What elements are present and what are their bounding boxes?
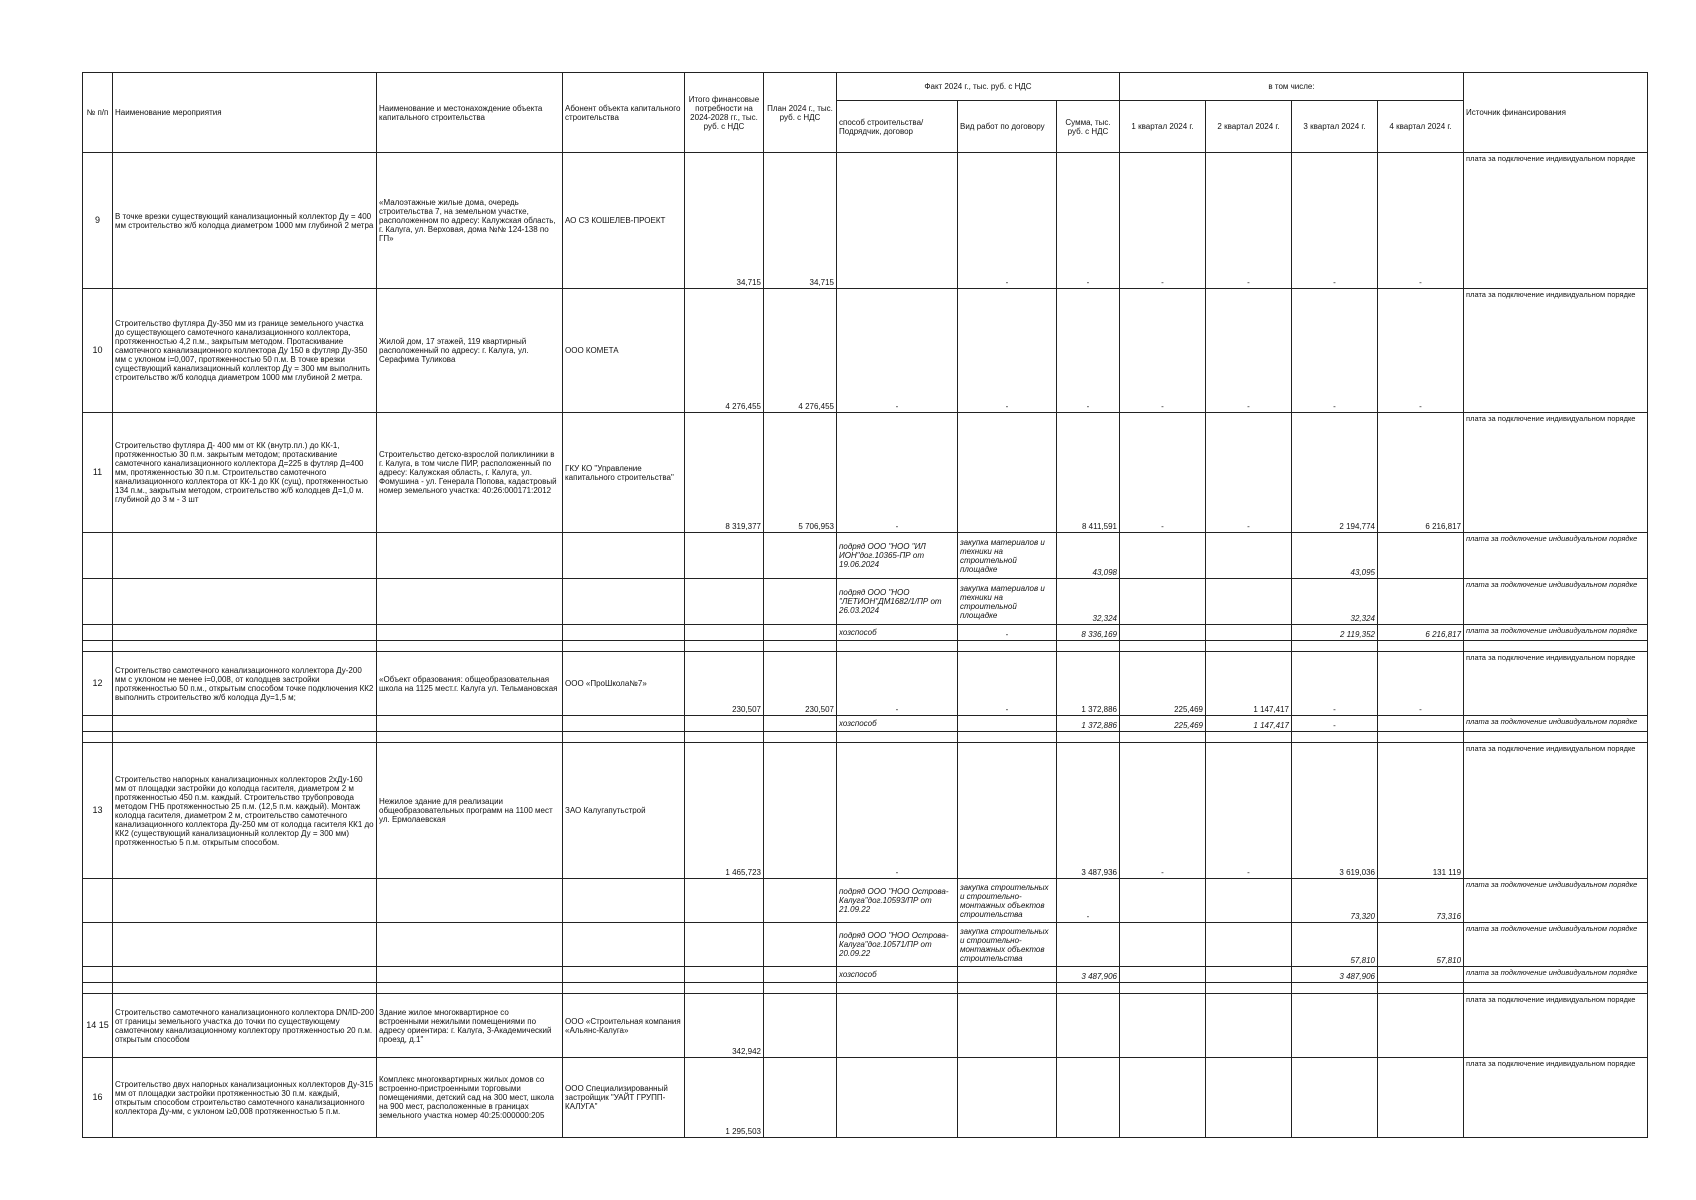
- subrow-source: плата за подключение индивидуальном порядке: [1464, 879, 1648, 923]
- row-sum: 1 372,886: [1057, 652, 1120, 716]
- row-work-type: [958, 413, 1057, 533]
- subrow-work-type: [958, 716, 1057, 732]
- table-row: [83, 652, 1648, 716]
- row-work-type: -: [958, 153, 1057, 289]
- table-spacer: [83, 983, 1648, 994]
- row-sum: [1057, 994, 1120, 1058]
- table-row: [83, 1058, 1648, 1138]
- row-plan: 4 276,455: [764, 289, 837, 413]
- row-source: плата за подключение индивидуальном порядке: [1464, 289, 1648, 413]
- subrow-method: хозспособ: [837, 625, 958, 641]
- row-plan: [764, 743, 837, 879]
- row-work-type: [958, 994, 1057, 1058]
- subrow-q2: [1206, 967, 1292, 983]
- row-q4: -: [1378, 652, 1464, 716]
- row-q4: [1378, 1058, 1464, 1138]
- row-work-type: [958, 1058, 1057, 1138]
- row-plan: [764, 1058, 837, 1138]
- row-num: 10: [83, 289, 113, 413]
- header-q4: 4 квартал 2024 г.: [1378, 101, 1464, 153]
- row-q3: -: [1292, 289, 1378, 413]
- table-row: [83, 743, 1648, 879]
- subrow-q4: 73,316: [1378, 879, 1464, 923]
- subrow-work-type: закупка материалов и техники на строительной площадке: [958, 533, 1057, 579]
- row-object: Жилой дом, 17 этажей, 119 квартирный расположенный по адресу: г. Калуга, ул. Серафима Туликова: [377, 289, 563, 413]
- row-source: плата за подключение индивидуальном порядке: [1464, 994, 1648, 1058]
- row-object: Здание жилое многоквартирное со встроенными нежилыми помещениями по адресу ориентира: г. Калуга, 3-Академический проезд, д.1": [377, 994, 563, 1058]
- row-subscriber: АО СЗ КОШЕЛЕВ-ПРОЕКТ: [563, 153, 685, 289]
- row-q2: -: [1206, 153, 1292, 289]
- table-subrow: [83, 879, 1648, 923]
- row-subscriber: ООО «Строительная компания «Альянс-Калуга»: [563, 994, 685, 1058]
- row-measure: В точке врезки существующий канализационный коллектор Ду = 400 мм строительство ж/б колодца диаметром 1000 мм глубиной 2 метра: [113, 153, 377, 289]
- subrow-q4: [1378, 716, 1464, 732]
- row-measure: Строительство напорных канализационных коллекторов 2хДу-160 мм от площадки застройки до колодца гасителя, диаметром 2 м протяженностью 450 п.м. каждый. Строительство трубопровода методом ГНБ протяженностью 25 п.м. (12,5 п.м. каждый). Монтаж колодца гасителя, диаметром 2 м, строительство самотечного канализационного коллектора Ду-250 мм от колодца гасителя КК1 до КК2 (существующий канализационный коллектор Ду = 300 мм) протяженностью 5 п.м. открытым способом.: [113, 743, 377, 879]
- row-q2: -: [1206, 289, 1292, 413]
- header-sum: Сумма, тыс. руб. с НДС: [1057, 101, 1120, 153]
- subrow-q1: 225,469: [1120, 716, 1206, 732]
- header-q1: 1 квартал 2024 г.: [1120, 101, 1206, 153]
- row-q4: [1378, 994, 1464, 1058]
- row-measure: Строительство футляра Д- 400 мм от КК (внутр.пл.) до КК-1, протяженностью 30 п.м. закрытым методом; протаскивание самотечного канализационного коллектора Д=225 в футляр Д=400 мм, протяженностью 30 п.м. Строительство самотечного канализационного коллектора от КК-1 до КК (сущ), протяженностью 134 п.м., закрытым методом, строительство ж/б колодцев Д=1,0 м. глубиной до 3 м - 3 шт: [113, 413, 377, 533]
- row-object: «Объект образования: общеобразовательная школа на 1125 мест.г. Калуга ул. Тельмановская: [377, 652, 563, 716]
- subrow-source: плата за подключение индивидуальном порядке: [1464, 579, 1648, 625]
- subrow-source: плата за подключение индивидуальном порядке: [1464, 533, 1648, 579]
- subrow-q2: [1206, 879, 1292, 923]
- row-q4: 131 119: [1378, 743, 1464, 879]
- row-method: -: [837, 652, 958, 716]
- row-sum: 8 411,591: [1057, 413, 1120, 533]
- subrow-q4: [1378, 967, 1464, 983]
- row-q1: -: [1120, 289, 1206, 413]
- row-q3: -: [1292, 153, 1378, 289]
- row-method: [837, 1058, 958, 1138]
- row-q1: 225,469: [1120, 652, 1206, 716]
- row-measure: Строительство двух напорных канализационных коллекторов Ду-315 мм от площадки застройки протяженностью 30 п.м. каждый, открытым способом строительство самотечного канализационного коллектора Ду-мм, с уклоном i≥0,008 протяженностью 5 п.м.: [113, 1058, 377, 1138]
- header-source: Источник финансирования: [1464, 73, 1648, 153]
- row-q3: 2 194,774: [1292, 413, 1378, 533]
- table-subrow: [83, 533, 1648, 579]
- subrow-work-type: закупка строительных и строительно-монтажных объектов строительства: [958, 879, 1057, 923]
- row-q2: -: [1206, 743, 1292, 879]
- table-row: [83, 289, 1648, 413]
- row-total: 1 465,723: [685, 743, 764, 879]
- header-num: № п/п: [83, 73, 113, 153]
- subrow-source: плата за подключение индивидуальном порядке: [1464, 625, 1648, 641]
- row-q2: 1 147,417: [1206, 652, 1292, 716]
- row-total: 34,715: [685, 153, 764, 289]
- row-source: плата за подключение индивидуальном порядке: [1464, 413, 1648, 533]
- table-subrow: [83, 967, 1648, 983]
- row-plan: 34,715: [764, 153, 837, 289]
- row-object: «Малоэтажные жилые дома, очередь строительства 7, на земельном участке, расположенном по адресу: Калужская область, г. Калуга, ул. Верховая, дома №№ 124-138 по ГП»: [377, 153, 563, 289]
- header-q2: 2 квартал 2024 г.: [1206, 101, 1292, 153]
- row-subscriber: ООО КОМЕТА: [563, 289, 685, 413]
- investment-table: [82, 72, 1648, 1138]
- subrow-work-type: -: [958, 625, 1057, 641]
- header-q3: 3 квартал 2024 г.: [1292, 101, 1378, 153]
- row-q2: -: [1206, 413, 1292, 533]
- row-measure: Строительство самотечного канализационного коллектора DN/ID-200 от границы земельного участка до точки по существующему самотечному канализационному коллектору протяженностью 20 п.м. открытым способом: [113, 994, 377, 1058]
- row-total: 8 319,377: [685, 413, 764, 533]
- header-work-type: Вид работ по договору: [958, 101, 1057, 153]
- row-q4: -: [1378, 289, 1464, 413]
- subrow-q4: [1378, 533, 1464, 579]
- row-sum: 3 487,936: [1057, 743, 1120, 879]
- row-measure: Строительство самотечного канализационного коллектора Ду-200 мм с уклоном не менее i=0,008, от колодцев застройки протяженностью 50 п.м., открытым способом точке подключения КК2 выполнить строительство ж/б колодца Ду=1,5 м;: [113, 652, 377, 716]
- subrow-q1: [1120, 625, 1206, 641]
- subrow-sum: 8 336,169: [1057, 625, 1120, 641]
- header-total: Итого финансовые потребности на 2024-2028 гг., тыс. руб. с НДС: [685, 73, 764, 153]
- subrow-sum: 1 372,886: [1057, 716, 1120, 732]
- row-source: плата за подключение индивидуальном порядке: [1464, 1058, 1648, 1138]
- subrow-q4: 57,810: [1378, 923, 1464, 967]
- subrow-q1: [1120, 579, 1206, 625]
- row-q1: [1120, 1058, 1206, 1138]
- subrow-method: хозспособ: [837, 967, 958, 983]
- subrow-q2: [1206, 579, 1292, 625]
- subrow-work-type: [958, 967, 1057, 983]
- subrow-q3: 32,324: [1292, 579, 1378, 625]
- table-subrow: [83, 923, 1648, 967]
- header-incl-group: в том числе:: [1120, 73, 1464, 101]
- subrow-q3: -: [1292, 716, 1378, 732]
- subrow-q3: 73,320: [1292, 879, 1378, 923]
- row-q1: -: [1120, 743, 1206, 879]
- row-source: плата за подключение индивидуальном порядке: [1464, 153, 1648, 289]
- subrow-work-type: закупка материалов и техники на строительной площадке: [958, 579, 1057, 625]
- row-q2: [1206, 994, 1292, 1058]
- row-num: 11: [83, 413, 113, 533]
- row-work-type: [958, 743, 1057, 879]
- subrow-q2: [1206, 923, 1292, 967]
- subrow-q4: 6 216,817: [1378, 625, 1464, 641]
- row-subscriber: ГКУ КО "Управление капитального строительства": [563, 413, 685, 533]
- row-num: 13: [83, 743, 113, 879]
- row-subscriber: ЗАО Калугапутьстрой: [563, 743, 685, 879]
- row-q4: 6 216,817: [1378, 413, 1464, 533]
- table-subrow: [83, 716, 1648, 732]
- row-plan: 230,507: [764, 652, 837, 716]
- row-method: [837, 153, 958, 289]
- subrow-q1: [1120, 879, 1206, 923]
- subrow-work-type: закупка строительных и строительно-монтажных объектов строительства: [958, 923, 1057, 967]
- subrow-q1: [1120, 923, 1206, 967]
- header-plan: План 2024 г., тыс. руб. с НДС: [764, 73, 837, 153]
- header-object: Наименование и местонахождение объекта капитального строительства: [377, 73, 563, 153]
- row-q3: -: [1292, 652, 1378, 716]
- subrow-q3: 3 487,906: [1292, 967, 1378, 983]
- subrow-method: подряд ООО "НОО Острова-Калуга"дог.10571/ПР от 20.09.22: [837, 923, 958, 967]
- table-subrow: [83, 579, 1648, 625]
- subrow-q2: [1206, 625, 1292, 641]
- row-source: плата за подключение индивидуальном порядке: [1464, 652, 1648, 716]
- header-fact-group: Факт 2024 г., тыс. руб. с НДС: [837, 73, 1120, 101]
- row-q3: 3 619,036: [1292, 743, 1378, 879]
- header-method: способ строительства/ Подрядчик, договор: [837, 101, 958, 153]
- row-q3: [1292, 994, 1378, 1058]
- row-object: Строительство детско-взрослой поликлиники в г. Калуга, в том числе ПИР, расположенный по адресу: Калужская область, г. Калуга, ул. Фомушина - ул. Генерала Попова, кадастровый номер земельного участка: 40:26:000171:2012: [377, 413, 563, 533]
- row-num: 16: [83, 1058, 113, 1138]
- subrow-sum: [1057, 923, 1120, 967]
- subrow-sum: 32,324: [1057, 579, 1120, 625]
- subrow-source: плата за подключение индивидуальном порядке: [1464, 716, 1648, 732]
- row-object: Комплекс многоквартирных жилых домов со встроенно-пристроенными торговыми помещениями, детский сад на 300 мест, школа на 900 мест, расположенные в границах земельного участка номер 40:25:000000:205: [377, 1058, 563, 1138]
- row-method: -: [837, 289, 958, 413]
- row-total: 4 276,455: [685, 289, 764, 413]
- row-work-type: -: [958, 652, 1057, 716]
- subrow-q1: [1120, 967, 1206, 983]
- subrow-sum: 43,098: [1057, 533, 1120, 579]
- row-sum: [1057, 1058, 1120, 1138]
- subrow-q2: 1 147,417: [1206, 716, 1292, 732]
- row-sum: -: [1057, 289, 1120, 413]
- row-plan: 5 706,953: [764, 413, 837, 533]
- table-row: [83, 994, 1648, 1058]
- subrow-q3: 57,810: [1292, 923, 1378, 967]
- subrow-q3: 2 119,352: [1292, 625, 1378, 641]
- subrow-q2: [1206, 533, 1292, 579]
- subrow-method: подряд ООО "НОО Острова-Калуга"дог.10593/ПР от 21.09.22: [837, 879, 958, 923]
- subrow-q3: 43,095: [1292, 533, 1378, 579]
- subrow-source: плата за подключение индивидуальном порядке: [1464, 967, 1648, 983]
- subrow-source: плата за подключение индивидуальном порядке: [1464, 923, 1648, 967]
- row-total: 1 295,503: [685, 1058, 764, 1138]
- row-method: [837, 994, 958, 1058]
- row-total: 230,507: [685, 652, 764, 716]
- table-row: [83, 413, 1648, 533]
- row-q3: [1292, 1058, 1378, 1138]
- row-subscriber: ООО Специализированный застройщик "УАЙТ ГРУПП-КАЛУГА": [563, 1058, 685, 1138]
- subrow-q4: [1378, 579, 1464, 625]
- row-work-type: -: [958, 289, 1057, 413]
- row-object: Нежилое здание для реализации общеобразовательных программ на 1100 мест ул. Ермолаевская: [377, 743, 563, 879]
- row-q2: [1206, 1058, 1292, 1138]
- row-plan: [764, 994, 837, 1058]
- row-total: 342,942: [685, 994, 764, 1058]
- row-method: -: [837, 413, 958, 533]
- row-source: плата за подключение индивидуальном порядке: [1464, 743, 1648, 879]
- subrow-sum: 3 487,906: [1057, 967, 1120, 983]
- row-num: 12: [83, 652, 113, 716]
- row-num: 9: [83, 153, 113, 289]
- subrow-method: подряд ООО "НОО "ИЛ ИОН"дог.10365-ПР от 19.06.2024: [837, 533, 958, 579]
- table-row: [83, 153, 1648, 289]
- subrow-q1: [1120, 533, 1206, 579]
- table-spacer: [83, 641, 1648, 652]
- row-num: 14 15: [83, 994, 113, 1058]
- subrow-sum: -: [1057, 879, 1120, 923]
- row-q1: -: [1120, 413, 1206, 533]
- row-sum: -: [1057, 153, 1120, 289]
- table-subrow: [83, 625, 1648, 641]
- report-sheet: [82, 72, 1647, 1138]
- header-subscriber: Абонент объекта капитального строительства: [563, 73, 685, 153]
- row-q4: -: [1378, 153, 1464, 289]
- header-measure: Наименование мероприятия: [113, 73, 377, 153]
- row-measure: Строительство футляра Ду-350 мм из границе земельного участка до существующего самотечного канализационного коллектора, протяженностью 4,2 п.м., закрытым методом. Протаскивание самотечного канализационного коллектора Ду 150 в футляр Ду-350 мм с уклоном i=0,007, протяженностью 50 п.м. В точке врезки существующий канализационный коллектор Ду = 300 мм выполнить строительство ж/б колодца диаметром 1000 мм глубиной 2 метра.: [113, 289, 377, 413]
- row-q1: [1120, 994, 1206, 1058]
- row-subscriber: ООО «ПроШкола№7»: [563, 652, 685, 716]
- table-spacer: [83, 732, 1648, 743]
- row-method: -: [837, 743, 958, 879]
- row-q1: -: [1120, 153, 1206, 289]
- subrow-method: подряд ООО "НОО "ЛЕТИОН"ДМ1682/1/ПР от 26.03.2024: [837, 579, 958, 625]
- subrow-method: хозспособ: [837, 716, 958, 732]
